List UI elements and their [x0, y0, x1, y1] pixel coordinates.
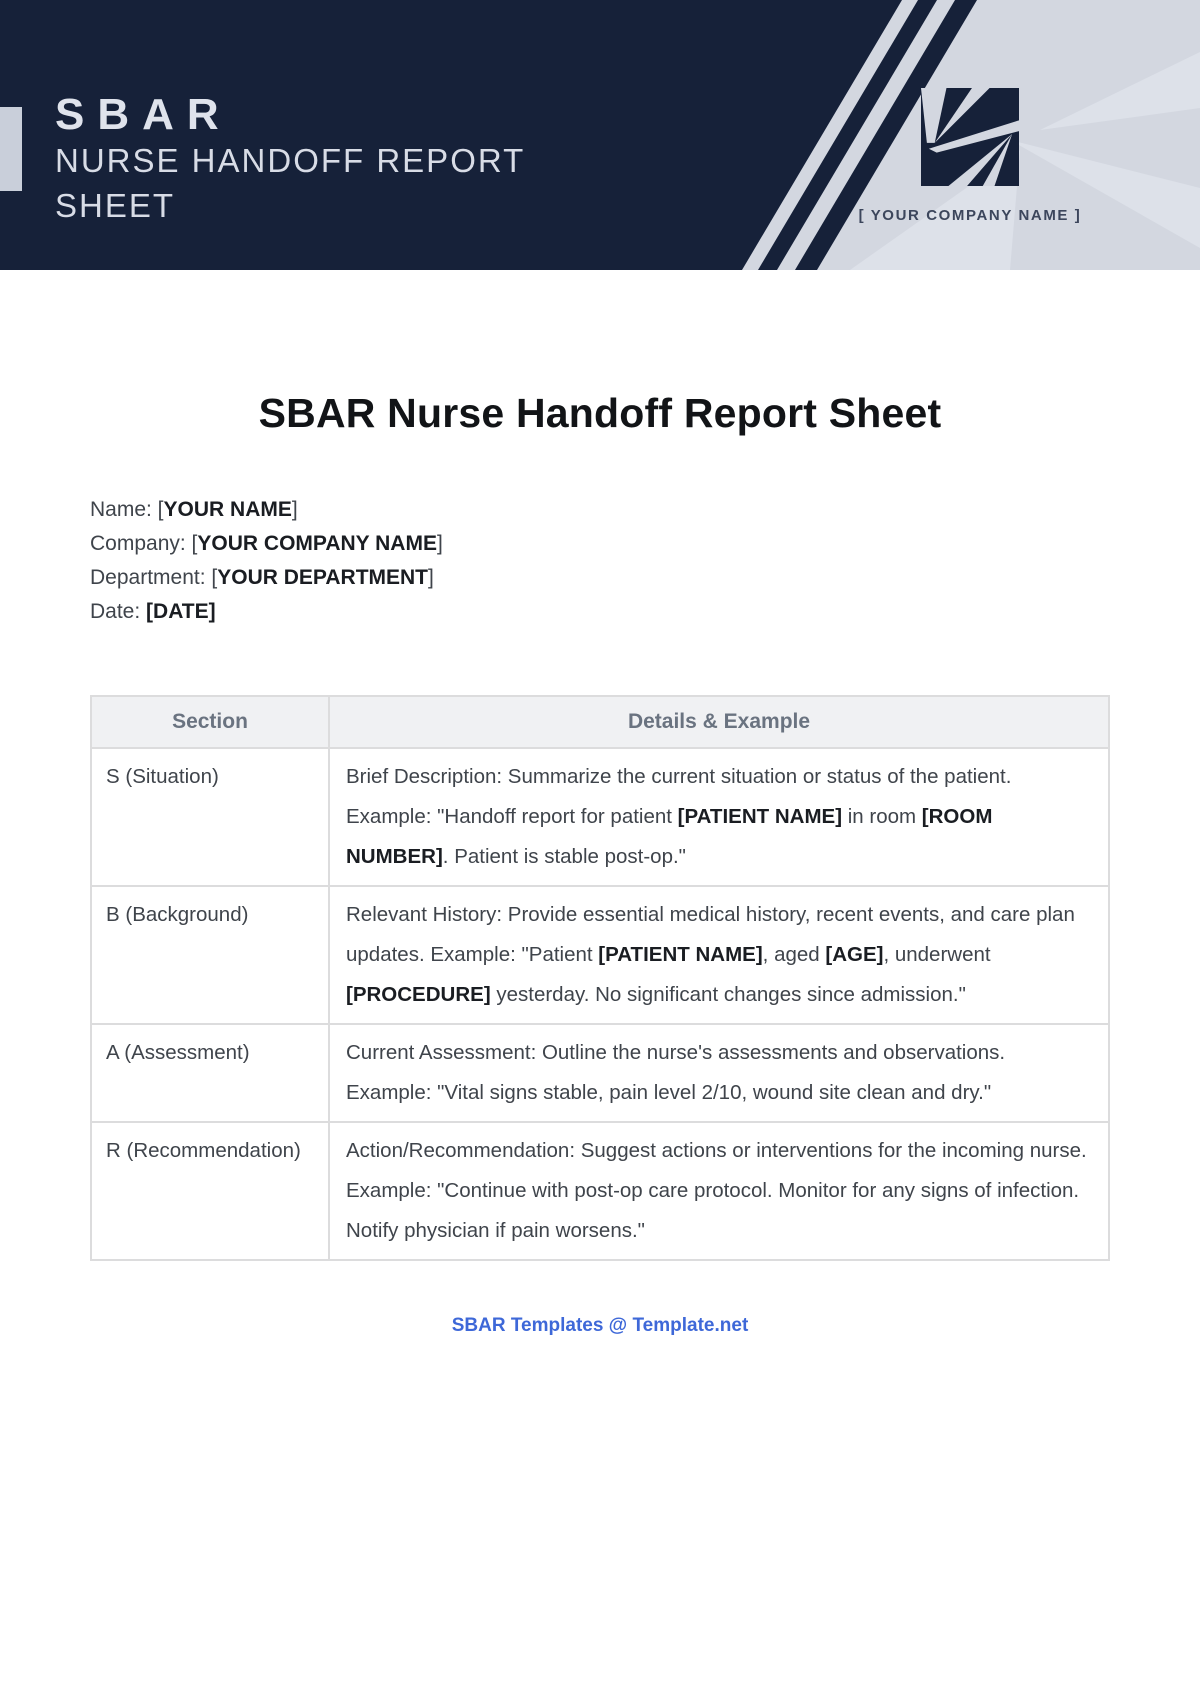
section-cell: S (Situation) — [91, 748, 329, 886]
field-date: Date: [DATE] — [90, 600, 216, 623]
details-cell: Brief Description: Summarize the current situation or status of the patient. Example: "Handoff report for patient [PATIENT NAME] in room [ROOM NUMBER]. Patient is stable post-op." — [329, 748, 1109, 886]
field-company: Company: [YOUR COMPANY NAME] — [90, 532, 443, 555]
field-department: Department: [YOUR DEPARTMENT] — [90, 566, 434, 589]
table-header-row — [91, 696, 1109, 748]
table-row-assessment — [91, 1024, 1109, 1122]
table-row-background — [91, 886, 1109, 1024]
section-cell: B (Background) — [91, 886, 329, 1024]
template-attribution-link[interactable]: SBAR Templates @ Template.net — [451, 1315, 749, 1336]
table-row-situation — [91, 748, 1109, 886]
header-band — [0, 0, 1200, 270]
header-accent-bar — [0, 107, 22, 191]
brand-subtitle-line2: SHEET — [55, 187, 176, 224]
details-cell: Current Assessment: Outline the nurse's assessments and observations. Example: "Vital signs stable, pain level 2/10, wound site clean and dry." — [329, 1024, 1109, 1122]
field-name: Name: [YOUR NAME] — [90, 498, 298, 521]
fan-rays-logo-icon — [920, 88, 1020, 186]
footer — [90, 1315, 1110, 1337]
meta-fields — [90, 493, 1110, 629]
column-header-details: Details & Example — [329, 696, 1109, 748]
brand-block — [55, 92, 525, 228]
details-cell: Relevant History: Provide essential medical history, recent events, and care plan updates. Example: "Patient [PATIENT NAME], aged [AGE], underwent [PROCEDURE] yesterday. No significant changes since admission." — [329, 886, 1109, 1024]
details-cell: Action/Recommendation: Suggest actions or interventions for the incoming nurse. Example: "Continue with post-op care protocol. Monitor for any signs of infection. Notify physician if pain worsens." — [329, 1122, 1109, 1260]
section-cell: R (Recommendation) — [91, 1122, 329, 1260]
section-cell: A (Assessment) — [91, 1024, 329, 1122]
page-title: SBAR Nurse Handoff Report Sheet — [258, 390, 942, 436]
column-header-section: Section — [91, 696, 329, 748]
sbar-table — [90, 695, 1110, 1261]
company-logo-block — [855, 88, 1085, 224]
brand-subtitle-line1: NURSE HANDOFF REPORT — [55, 142, 526, 179]
document-body — [0, 390, 1200, 1337]
brand-title: SBAR — [55, 90, 232, 139]
company-name-placeholder: [ YOUR COMPANY NAME ] — [858, 207, 1082, 224]
table-row-recommendation — [91, 1122, 1109, 1260]
